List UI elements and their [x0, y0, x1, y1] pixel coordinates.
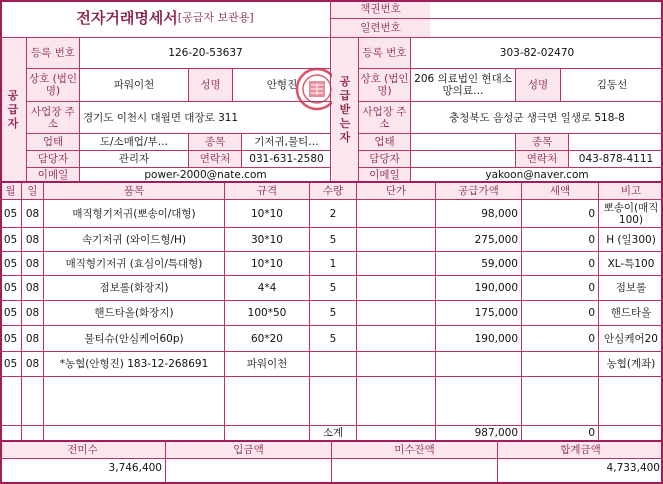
- cell-day: 08: [25, 233, 40, 246]
- cell-day: 08: [25, 282, 40, 294]
- prev-balance-label: 전미수: [0, 442, 165, 458]
- cell-price: [357, 326, 435, 351]
- column-header: 비고: [599, 183, 663, 199]
- title-text: 전자거래명세서: [76, 9, 178, 27]
- cell-amount: [436, 352, 521, 376]
- supplier-biztype-label: 업태: [27, 134, 79, 150]
- cell-tax: 0: [588, 282, 595, 294]
- document-title: [0, 0, 330, 36]
- grid-line: [241, 133, 242, 168]
- supplier-contact: 031-631-2580: [249, 153, 324, 165]
- grid-line: [79, 37, 80, 182]
- cell-price: [357, 301, 435, 325]
- grid-line: [26, 101, 331, 102]
- cell-price: [357, 276, 435, 300]
- grid-line: [0, 37, 663, 38]
- receiver-address: 충청북도 음성군 생극면 일생로 518-8: [449, 111, 625, 124]
- supplier-reg-number: 126-20-53637: [168, 47, 243, 59]
- grid-line: [356, 183, 357, 442]
- grid-line: [21, 183, 22, 442]
- grid-line: [0, 458, 663, 459]
- grid-line: [188, 68, 189, 102]
- grid-line: [0, 251, 663, 252]
- remaining-label: 미수잔액: [332, 442, 497, 458]
- cell-item: 매직형기저귀 (효심이/특대형): [65, 257, 203, 270]
- grid-line: [26, 68, 331, 69]
- column-header: 단가: [357, 183, 435, 199]
- cell-price: [357, 252, 435, 275]
- grid-line: [0, 351, 663, 352]
- grid-line: [568, 133, 569, 168]
- cell-amount: 190,000: [474, 282, 518, 294]
- cell-spec: 4*4: [257, 282, 277, 294]
- receiver-addr-label: 사업장 주소: [359, 102, 410, 133]
- receiver-bizitem: [569, 134, 663, 150]
- remaining-value: [332, 459, 497, 476]
- receiver-side-char: 급: [339, 88, 351, 102]
- receiver-side-char: 자: [339, 130, 351, 144]
- grid-line: [0, 199, 663, 200]
- column-header: 품목: [44, 183, 224, 199]
- grid-line: [358, 167, 663, 168]
- deposit-value: [166, 459, 331, 476]
- grid-line: [331, 440, 332, 482]
- grid-line: [0, 325, 663, 326]
- receiver-contact-label: 연락처: [516, 151, 568, 167]
- column-header: 규격: [225, 183, 309, 199]
- cell-spec: 10*10: [251, 257, 283, 270]
- grid-line: [598, 183, 599, 442]
- cell-item: 매직형기저귀(뽀송이/대형): [72, 207, 196, 220]
- receiver-email-label: 이메일: [359, 168, 410, 181]
- cell-day: 08: [25, 207, 40, 220]
- cell-item: *농협(안형진) 183-12-268691: [59, 358, 209, 370]
- grid-line: [358, 133, 663, 134]
- grid-line: [26, 133, 331, 134]
- supplier-side-label: [0, 38, 26, 181]
- grid-line: [188, 133, 189, 168]
- cell-day: 08: [25, 307, 40, 319]
- receiver-rep-label: 성명: [516, 69, 560, 101]
- grid-line: [410, 37, 411, 182]
- grid-line: [515, 68, 516, 102]
- receiver-reg-label: 등록 번호: [359, 38, 410, 68]
- subtotal-label: 소계: [322, 427, 344, 439]
- cell-item: 속기저귀 (와이드형/H): [81, 233, 187, 246]
- grid-line: [0, 376, 663, 377]
- receiver-biztype-label: 업태: [359, 134, 410, 150]
- cell-qty: 5: [329, 233, 337, 246]
- supplier-biztype: 도/소매업/부…: [99, 136, 169, 148]
- receiver-reg-number: 303-82-02470: [499, 47, 575, 59]
- supplier-email: power-2000@nate.com: [144, 168, 267, 181]
- cell-note: 농협(계좌): [606, 358, 656, 370]
- cell-month: 05: [3, 282, 18, 294]
- cell-price: [357, 200, 435, 227]
- grid-line: [521, 183, 522, 442]
- supplier-reg-label: 등록 번호: [27, 38, 79, 68]
- supplier-email-label: 이메일: [27, 168, 79, 181]
- cell-item: 물티슈(안심케어60p): [84, 332, 184, 345]
- grid-line: [330, 18, 663, 19]
- grid-line: [0, 0, 663, 2]
- title-suffix: [공급자 보관용]: [177, 11, 254, 24]
- grid-line: [515, 133, 516, 168]
- serial-number-label: 일련번호: [331, 19, 430, 37]
- cell-item: 점보롤(화장지): [99, 282, 169, 294]
- supplier-side-char: 급: [7, 102, 19, 116]
- cell-qty: 1: [329, 257, 337, 270]
- cell-day: 08: [25, 332, 40, 345]
- cell-day: 08: [25, 257, 40, 270]
- cell-spec: 60*20: [251, 332, 283, 345]
- prev-balance-value: 3,746,400: [108, 461, 162, 474]
- cell-tax: 0: [588, 257, 595, 270]
- receiver-manager-label: 담당자: [359, 151, 410, 167]
- grid-line: [26, 150, 331, 151]
- column-header: 수량: [310, 183, 356, 199]
- grid-line: [232, 68, 233, 102]
- serial-number-value: [431, 19, 663, 37]
- cell-amount: 98,000: [481, 207, 518, 220]
- supplier-bizitem: 기저귀,물티…: [254, 136, 319, 148]
- deposit-label: 입금액: [166, 442, 331, 458]
- grid-line: [43, 183, 44, 442]
- supplier-contact-label: 연락처: [189, 151, 241, 167]
- cell-spec: 100*50: [247, 307, 287, 319]
- grid-line: [358, 150, 663, 151]
- cell-qty: 5: [329, 307, 337, 319]
- supplier-manager-label: 담당자: [27, 151, 79, 167]
- cell-qty: 2: [329, 207, 337, 220]
- grid-line: [435, 183, 436, 442]
- column-header: 월: [0, 183, 21, 199]
- supplier-side-char: 공: [7, 88, 19, 102]
- grid-line: [0, 181, 663, 183]
- supplier-manager: 관리자: [118, 153, 150, 165]
- cell-tax: 0: [588, 233, 595, 246]
- grid-line: [358, 101, 663, 102]
- grid-line: [0, 0, 2, 484]
- grid-line: [330, 0, 331, 182]
- cell-day: 08: [25, 358, 40, 370]
- receiver-bizitem-label: 종목: [516, 134, 568, 150]
- total-value: 4,733,400: [606, 461, 660, 474]
- subtotal-amount: 987,000: [474, 427, 518, 439]
- book-number-label: 책권번호: [331, 0, 430, 18]
- receiver-email: yakoon@naver.com: [485, 168, 589, 181]
- grid-line: [497, 440, 498, 482]
- cell-month: 05: [3, 233, 18, 246]
- cell-note: 점보롤: [615, 282, 647, 294]
- grid-line: [224, 183, 225, 442]
- cell-month: 05: [3, 307, 18, 319]
- cell-tax: [522, 352, 598, 376]
- cell-tax: 0: [588, 207, 595, 220]
- supplier-rep-label: 성명: [189, 69, 232, 101]
- cell-qty: [310, 352, 356, 376]
- receiver-biztype: [411, 134, 515, 150]
- grid-line: [560, 68, 561, 102]
- supplier-addr-label: 사업장 주소: [27, 102, 79, 133]
- book-number-value: [431, 0, 663, 18]
- receiver-name: 206 의료법인 현대소망의료…: [414, 73, 512, 97]
- cell-month: 05: [3, 332, 18, 345]
- grid-line: [0, 227, 663, 228]
- cell-month: 05: [3, 207, 18, 220]
- receiver-name-label: 상호 (법인명): [359, 69, 410, 101]
- cell-note: 뽀송이(매직100): [603, 201, 659, 226]
- column-header: 세액: [522, 183, 598, 199]
- supplier-side-char: 자: [7, 116, 19, 130]
- cell-month: 05: [3, 257, 18, 270]
- cell-tax: 0: [588, 307, 595, 319]
- cell-item: 핸드타올(화장지): [94, 307, 174, 319]
- cell-amount: 59,000: [481, 257, 518, 270]
- cell-note: 안심케어20: [604, 332, 658, 345]
- cell-price: [357, 352, 435, 376]
- subtotal-tax: 0: [588, 427, 595, 439]
- receiver-contact: 043-878-4111: [578, 153, 654, 165]
- cell-month: 05: [3, 358, 18, 370]
- supplier-bizitem-label: 종목: [189, 134, 241, 150]
- cell-amount: 275,000: [474, 233, 518, 246]
- supplier-name-label: 상호 (법인명): [27, 69, 79, 101]
- cell-spec: 파워이천: [246, 358, 288, 370]
- grid-line: [358, 68, 663, 69]
- grid-line: [26, 167, 331, 168]
- cell-amount: 190,000: [474, 332, 518, 345]
- receiver-side-char: 공: [339, 74, 351, 88]
- total-label: 합계금액: [498, 442, 663, 458]
- cell-spec: 30*10: [251, 233, 283, 246]
- grid-line: [0, 275, 663, 276]
- grid-line: [309, 183, 310, 442]
- cell-note: 핸드타올: [610, 307, 652, 319]
- grid-line: [165, 440, 166, 482]
- supplier-rep: 안형진: [266, 79, 298, 91]
- column-header: 일: [22, 183, 43, 199]
- cell-spec: 10*10: [251, 207, 283, 220]
- grid-line: [358, 37, 359, 182]
- cell-qty: 5: [329, 282, 337, 294]
- receiver-rep: 김동선: [596, 79, 628, 91]
- supplier-address: 경기도 이천시 대월면 대장로 311: [83, 111, 239, 124]
- receiver-side-label: [332, 38, 358, 181]
- cell-qty: 5: [329, 332, 337, 345]
- supplier-name: 파워이천: [113, 79, 155, 91]
- cell-note: XL-특100: [607, 257, 655, 270]
- receiver-side-char: 받: [339, 102, 351, 116]
- receiver-manager: [411, 151, 515, 167]
- column-header: 공급가액: [436, 183, 521, 199]
- cell-price: [357, 228, 435, 251]
- cell-amount: 175,000: [474, 307, 518, 319]
- cell-note: H (일300): [606, 233, 656, 246]
- grid-line: [0, 425, 663, 426]
- cell-tax: 0: [588, 332, 595, 345]
- receiver-side-char: 는: [339, 116, 351, 130]
- grid-line: [26, 37, 27, 182]
- grid-line: [0, 300, 663, 301]
